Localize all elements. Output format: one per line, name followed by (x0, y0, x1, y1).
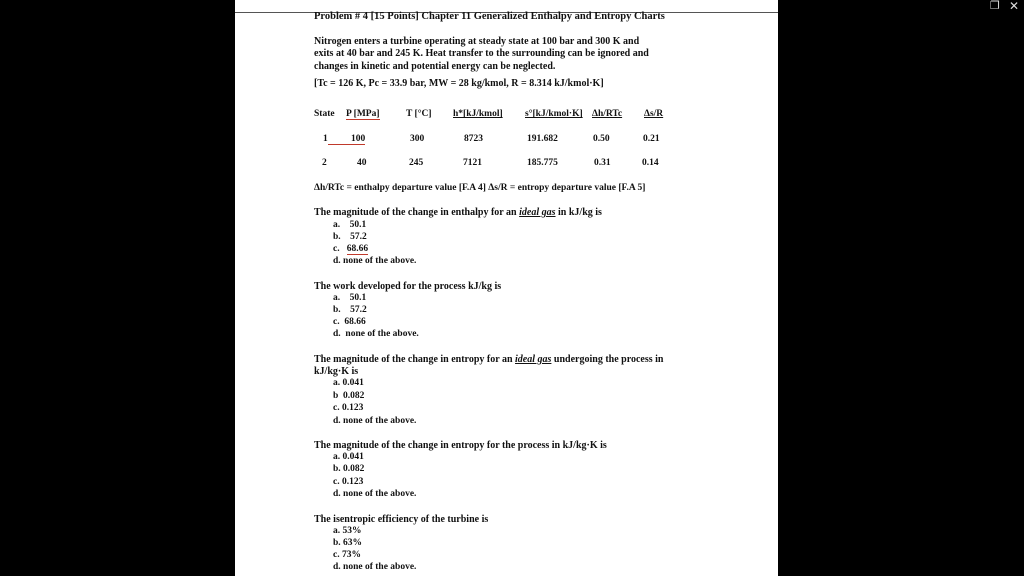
table-footnote: Δh/RTc = enthalpy departure value [F.A 4] Δs/R = entropy departure value [F.A 5] (314, 183, 646, 193)
row2-state: 2 (322, 158, 327, 168)
document-page (235, 0, 778, 576)
header-state: State (314, 109, 335, 119)
row1-state: 1 (323, 134, 328, 144)
row1-entropy: 191.682 (527, 134, 558, 144)
q2-option-b[interactable]: b. 57.2 (333, 305, 367, 315)
header-entropy-departure: Δs/R (644, 109, 664, 119)
q1-option-b[interactable]: b. 57.2 (333, 232, 367, 242)
q3-option-a[interactable]: a. 0.041 (333, 378, 364, 388)
q5-option-d[interactable]: d. none of the above. (333, 562, 417, 572)
q4-option-b[interactable]: b. 0.082 (333, 464, 365, 474)
problem-line-1: Nitrogen enters a turbine operating at steady state at 100 bar and 300 K and (314, 36, 640, 47)
q3-option-b[interactable]: b 0.082 (333, 391, 365, 401)
q2-option-a[interactable]: a. 50.1 (333, 293, 367, 303)
q1-option-d[interactable]: d. none of the above. (333, 256, 417, 266)
problem-title: Problem # 4 [15 Points] Chapter 11 Generalized Enthalpy and Entropy Charts (314, 11, 665, 22)
question-3-line-2: kJ/kg·K is (314, 366, 359, 377)
question-1: The magnitude of the change in enthalpy for an ideal gas in kJ/kg is (314, 207, 602, 218)
question-5: The isentropic efficiency of the turbine is (314, 514, 489, 525)
row2-enthalpy-departure: 0.31 (594, 158, 611, 168)
q3-option-c[interactable]: c. 0.123 (333, 403, 364, 413)
q5-option-a[interactable]: a. 53% (333, 526, 362, 536)
row2-entropy-departure: 0.14 (642, 158, 659, 168)
header-enthalpy: h*[kJ/kmol] (453, 109, 503, 119)
question-2: The work developed for the process kJ/kg is (314, 281, 502, 292)
row2-entropy: 185.775 (527, 158, 558, 168)
problem-line-3: changes in kinetic and potential energy can be neglected. (314, 60, 556, 72)
problem-statement (314, 36, 704, 73)
header-entropy: s°[kJ/kmol·K] (525, 109, 583, 119)
q4-option-d[interactable]: d. none of the above. (333, 489, 417, 499)
q4-option-a[interactable]: a. 0.041 (333, 452, 364, 462)
q5-option-b[interactable]: b. 63% (333, 538, 363, 548)
row1-enthalpy: 8723 (464, 134, 483, 144)
problem-line-2: exits at 40 bar and 245 K. Heat transfer to the surrounding can be ignored and (314, 48, 649, 60)
row1-enthalpy-departure: 0.50 (593, 134, 610, 144)
question-4: The magnitude of the change in entropy for the process in kJ/kg·K is (314, 440, 607, 451)
row1-temperature: 300 (410, 134, 425, 144)
q2-option-c[interactable]: c. 68.66 (333, 317, 366, 327)
q5-option-c[interactable]: c. 73% (333, 550, 361, 560)
q1-option-a[interactable]: a. 50.1 (333, 220, 367, 230)
constants-line: [Tc = 126 K, Pc = 33.9 bar, MW = 28 kg/kmol, R = 8.314 kJ/kmol·K] (314, 78, 604, 89)
close-icon[interactable]: ✕ (1009, 0, 1020, 13)
row1-pressure: 100 (328, 134, 365, 145)
row1-entropy-departure: 0.21 (643, 134, 660, 144)
header-temperature: T [°C] (406, 109, 432, 119)
q3-option-d[interactable]: d. none of the above. (333, 416, 417, 426)
header-enthalpy-departure: Δh/RTc (592, 109, 623, 119)
q1-option-c[interactable]: c. 68.66 (333, 244, 369, 254)
row2-enthalpy: 7121 (463, 158, 482, 168)
q2-option-d[interactable]: d. none of the above. (333, 329, 419, 339)
restore-icon[interactable]: ❐ (990, 0, 1000, 12)
row2-pressure: 40 (357, 158, 367, 168)
q4-option-c[interactable]: c. 0.123 (333, 477, 364, 487)
header-pressure: P [MPa] (346, 109, 380, 119)
row2-temperature: 245 (409, 158, 424, 168)
question-3: The magnitude of the change in entropy for an ideal gas undergoing the process in (314, 354, 664, 365)
